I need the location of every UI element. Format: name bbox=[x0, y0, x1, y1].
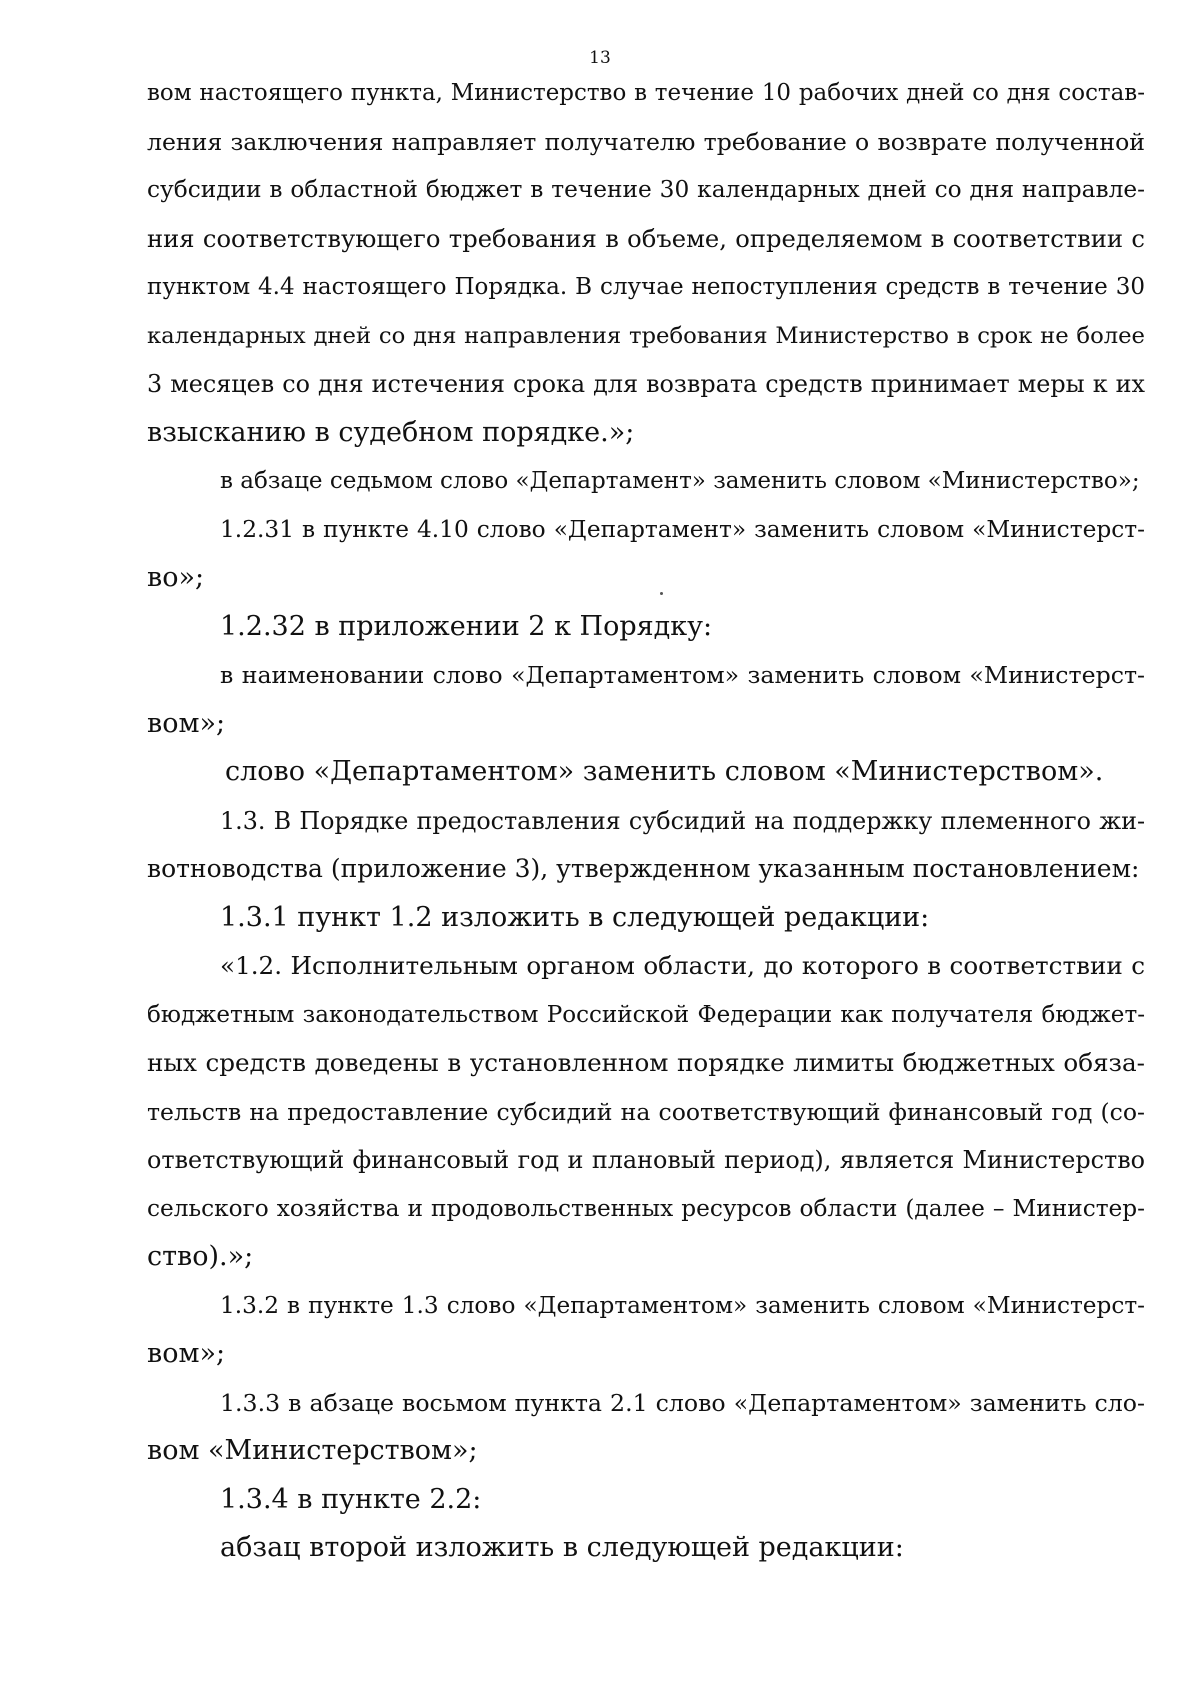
text-line: во»; bbox=[147, 562, 205, 593]
text-line: в абзаце седьмом слово «Департамент» заменить словом «Министерство»; bbox=[220, 468, 1140, 494]
text-line: 1.3.1 пункт 1.2 изложить в следующей редакции: bbox=[220, 901, 930, 933]
text-line: тельств на предоставление субсидий на соответствующий финансовый год (со- bbox=[147, 1097, 1145, 1126]
text-line: пунктом 4.4 настоящего Порядка. В случае непоступления средств в течение 30 bbox=[147, 274, 1145, 300]
text-line: «1.2. Исполнительным органом области, до которого в соответствии с bbox=[220, 951, 1145, 980]
text-line: ответствующий финансовый год и плановый период), является Министерство bbox=[147, 1146, 1145, 1174]
text-line: календарных дней со дня направления требования Министерство в срок не более bbox=[147, 322, 1145, 349]
text-line: взысканию в судебном порядке.»; bbox=[147, 416, 635, 448]
text-line: вом»; bbox=[147, 1338, 226, 1369]
text-line: 1.2.31 в пункте 4.10 слово «Департамент» заменить словом «Министерст- bbox=[220, 515, 1145, 543]
text-line: 1.3.3 в абзаце восьмом пункта 2.1 слово «Департаментом» заменить сло- bbox=[220, 1388, 1145, 1417]
text-line: бюджетным законодательством Российской Федерации как получателя бюджет- bbox=[147, 1001, 1145, 1028]
text-line: абзац второй изложить в следующей редакции: bbox=[220, 1532, 904, 1563]
text-line: ных средств доведены в установленном порядке лимиты бюджетных обяза- bbox=[147, 1048, 1145, 1077]
text-line: ления заключения направляет получателю требование о возврате полученной bbox=[147, 127, 1145, 156]
text-line: в наименовании слово «Департаментом» заменить словом «Министерст- bbox=[220, 661, 1145, 689]
text-line: 1.3.2 в пункте 1.3 слово «Департаментом» заменить словом «Министерст- bbox=[220, 1291, 1145, 1319]
text-line: ния соответствующего требования в объеме, определяемом в соответствии с bbox=[147, 224, 1145, 253]
text-line: вотноводства (приложение 3), утвержденном указанным постановлением: bbox=[147, 854, 1140, 883]
text-line: сельского хозяйства и продовольственных ресурсов области (далее – Министер- bbox=[147, 1194, 1145, 1222]
text-line: вом»; bbox=[147, 707, 226, 739]
text-line: 1.2.32 в приложении 2 к Порядку: bbox=[220, 610, 713, 642]
text-line: вом настоящего пункта, Министерство в течение 10 рабочих дней со дня состав- bbox=[147, 80, 1145, 106]
text-line: субсидии в областной бюджет в течение 30 календарных дней со дня направле- bbox=[147, 176, 1145, 203]
scan-speck bbox=[660, 592, 663, 595]
text-line: вом «Министерством»; bbox=[147, 1435, 478, 1466]
text-line: 3 месяцев со дня истечения срока для возврата средств принимает меры к их bbox=[147, 370, 1145, 398]
text-line: 1.3. В Порядке предоставления субсидий на поддержку племенного жи- bbox=[220, 806, 1145, 835]
text-line: 1.3.4 в пункте 2.2: bbox=[220, 1483, 482, 1515]
text-line: слово «Департаментом» заменить словом «Министерством». bbox=[225, 756, 1104, 787]
text-line: ство).»; bbox=[147, 1241, 254, 1272]
document-body bbox=[147, 69, 1145, 1573]
page-number: 13 bbox=[589, 48, 611, 68]
